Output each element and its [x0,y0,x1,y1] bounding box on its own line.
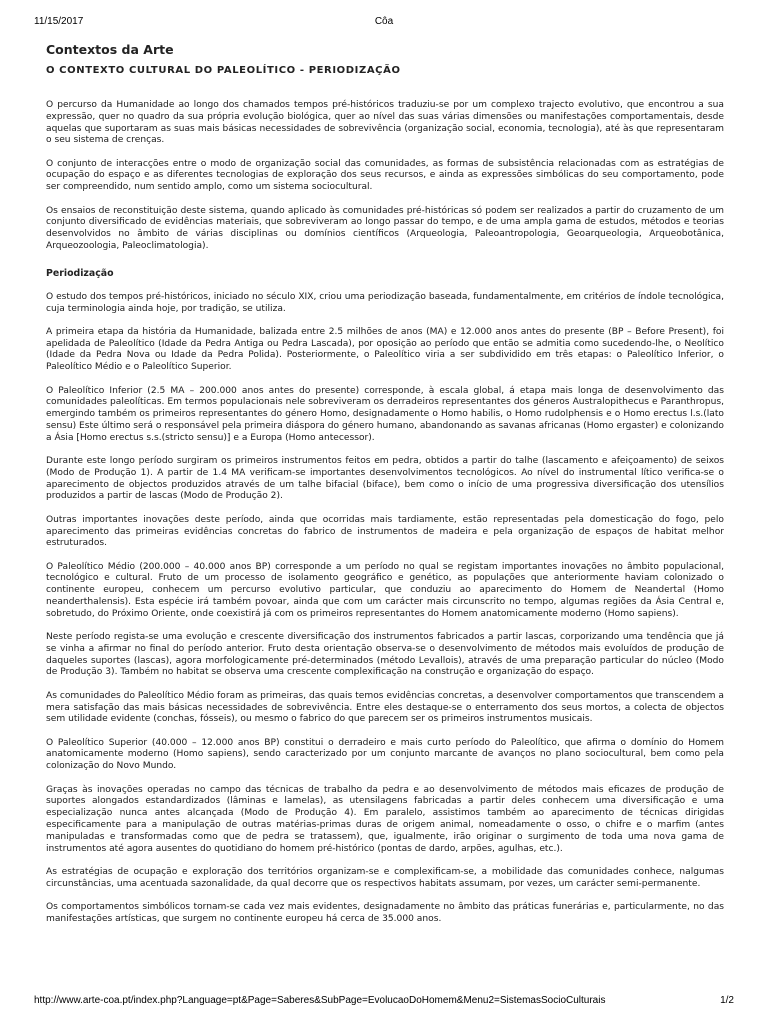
section-paragraph: A primeira etapa da história da Humanidade, balizada entre 2.5 milhões de anos (MA) e 12.000 anos antes do presente (BP – Before Present), foi apelidada de Paleolítico (Idade da Pedra Antiga ou Pedra Lascada), por oposição ao período que então se admitia como sucedendo-lhe, o Neolítico (Idade da Pedra Nova ou Idade da Pedra Polida). Posteriormente, o Paleolítico viria a ser subdividido em três etapas: o Paleolítico Inferior, o Paleolítico Médio e o Paleolítico Superior. [46,326,724,373]
page-title: O CONTEXTO CULTURAL DO PALEOLÍTICO - PERIODIZAÇÃO [46,65,401,76]
print-date: 11/15/2017 [34,16,84,27]
section-paragraph: Durante este longo período surgiram os primeiros instrumentos feitos em pedra, obtidos a partir do talhe (lascamento e afeiçoamento) de seixos (Modo de Produção 1). A partir de 1.4 MA verificam-se importantes desenvolvimentos tecnológicos. Ao nível do instrumental lítico verifica-se o aparecimento de objectos produzidos através de um talhe bifacial (biface), bem como o início de uma progressiva diversificação dos utensílios produzidos a partir de lascas (Modo de Produção 2). [46,456,724,502]
section-paragraph: O Paleolítico Médio (200.000 – 40.000 anos BP) corresponde a um período no qual se registam importantes inovações no âmbito populacional, tecnológico e cultural. Fruto de um processo de isolamento geográfico e genético, as populações que anteriormente haviam colonizado o continente europeu, conhecem um percurso evolutivo particular, que conduziu ao aparecimento do Homem de Neandertal (Homo neanderthalensis). Esta espécie irá também povoar, ainda que com um carácter mais circunscrito no tempo, algumas regiões da Ásia Central e, sobretudo, do Próximo Oriente, onde coexistirá já com os primeiros representantes do Homem anatomicamente moderno (Homo sapiens). [46,561,724,619]
print-url: http://www.arte-coa.pt/index.php?Language=pt&Page=Saberes&SubPage=EvolucaoDoHomem&Menu2=SistemasSocioCulturais [34,995,606,1006]
section-paragraph: As comunidades do Paleolítico Médio foram as primeiras, das quais temos evidências concretas, a desenvolver comportamentos que transcendem a mera satisfação das mais básicas necessidades de sobrevivência. Entre eles destaque-se o enterramento dos seus mortos, a colecta de objectos sem utilidade evidente (conchas, fósseis), ou mesmo o fabrico do que parecem ser os primeiros instrumentos musicais. [46,690,724,725]
intro-paragraph: Os ensaios de reconstituição deste sistema, quando aplicado às comunidades pré-históricas só podem ser realizados a partir do cruzamento de um conjunto diversificado de evidências materiais, que sobreviveram ao longo passar do tempo, e de uma ampla gama de estudos, métodos e teorias desenvolvidos no âmbito de várias disciplinas ou domínios científicos (Arqueologia, Paleoantropologia, Geoarqueologia, Arqueobotânica, Arqueozoologia, Paleoclimatologia). [46,205,724,251]
section-paragraph: Os comportamentos simbólicos tornam-se cada vez mais evidentes, designadamente no âmbito das práticas funerárias e, particularmente, no das manifestações artísticas, que surgem no continente europeu há cerca de 35.000 anos. [46,901,724,924]
site-title: Contextos da Arte [46,42,174,57]
section-heading: Periodização [46,267,114,279]
section-paragraph: O Paleolítico Inferior (2.5 MA – 200.000 anos antes do presente) corresponde, à escala global, á etapa mais longa de desenvolvimento das comunidades paleolíticas. Em termos populacionais nele sobreviveram os derradeiros representantes dos géneros Australopithecus e Paranthropus, emergindo também os primeiros representantes do género Homo, designadamente o Homo habilis, o Homo rudolphensis e o Homo erectus l.s.(lato sensu) Este último será o responsável pela primeira diáspora do género humano, abandonando as savanas africanas (Homo ergaster) e colonizando a Ásia [Homo erectus s.s.(stricto sensu)] e a Europa (Homo antecessor). [46,385,724,443]
section-paragraph: O Paleolítico Superior (40.000 – 12.000 anos BP) constitui o derradeiro e mais curto período do Paleolítico, que afirma o domínio do Homem anatomicamente moderno (Homo sapiens), sendo caracterizado por um conjunto marcante de avanços no plano sociocultural, bem como pela colonização do Novo Mundo. [46,737,724,772]
section-paragraph: Neste período regista-se uma evolução e crescente diversificação dos instrumentos fabricados a partir lascas, corporizando uma tendência que já se vinha a afirmar no final do período anterior. Fruto desta orientação observa-se o desenvolvimento de métodos mais evoluídos de produção de daqueles suportes (lascas), agora morfologicamente pré-determinados (método Levallois), através de uma preparação particular do núcleo (Modo de Produção 3). Também no habitat se observa uma crescente complexificação na construção e organização do espaço. [46,632,724,678]
section-paragraph: Graças às inovações operadas no campo das técnicas de trabalho da pedra e ao desenvolvimento de métodos mais eficazes de produção de suportes alongados estandardizados (lâminas e lamelas), as utensilagens fabricadas a partir deles conhecem uma diversificação e uma especialização nunca antes alcançada (Modo de Produção 4). Em paralelo, assistimos também ao aparecimento de técnicas dirigidas especificamente para a manipulação de outras matérias-primas duras de origem animal, nomeadamente o osso, o chifre e o marfim (antes manipuladas e transformadas como que de pedra se tratassem), que, igualmente, irão originar o surgimento de toda uma nova gama de instrumentos até agora ausentes do quotidiano do homem pré-histórico (pontas de dardo, arpões, agulhas, etc.). [46,784,724,854]
section-paragraph: O estudo dos tempos pré-históricos, iniciado no século XIX, criou uma periodização baseada, fundamentalmente, em critérios de índole tecnológica, cuja terminologia ainda hoje, por tradição, se utiliza. [46,291,724,314]
intro-paragraph: O conjunto de interacções entre o modo de organização social das comunidades, as formas de subsistência relacionadas com as estratégias de ocupação do espaço e as diferentes tecnologias de exploração dos seus recursos, e ainda as expressões simbólicas do seu comportamento, pode ser compreendido, num sentido amplo, como um sistema sociocultural. [46,158,724,193]
page-number: 1/2 [720,995,734,1006]
section-paragraph: Outras importantes inovações deste período, ainda que ocorridas mais tardiamente, estão representadas pela domesticação do fogo, pelo aparecimento das primeiras evidências concretas do fabrico de instrumentos de madeira e pela organização de espaços de habitat melhor estruturados. [46,514,724,549]
section-paragraph: As estratégias de ocupação e exploração dos territórios organizam-se e complexificam-se, a mobilidade das comunidades conhece, nalgumas circunstâncias, uma acentuada sazonalidade, da qual decorre que os respectivos habitats assumam, por vezes, um carácter semi-permanente. [46,866,724,889]
article [46,42,724,937]
print-title: Côa [374,16,394,27]
intro-paragraph: O percurso da Humanidade ao longo dos chamados tempos pré-históricos traduziu-se por um complexo trajecto evolutivo, que encontrou a sua expressão, quer no quadro da sua própria evolução biológica, quer ao nível das suas várias dimensões ou manifestações comportamentais, desde aquelas que suportaram as suas mais básicas necessidades de sobrevivência (organização social, economia, tecnologia), até às que representaram o seu sistema de crenças. [46,100,724,146]
